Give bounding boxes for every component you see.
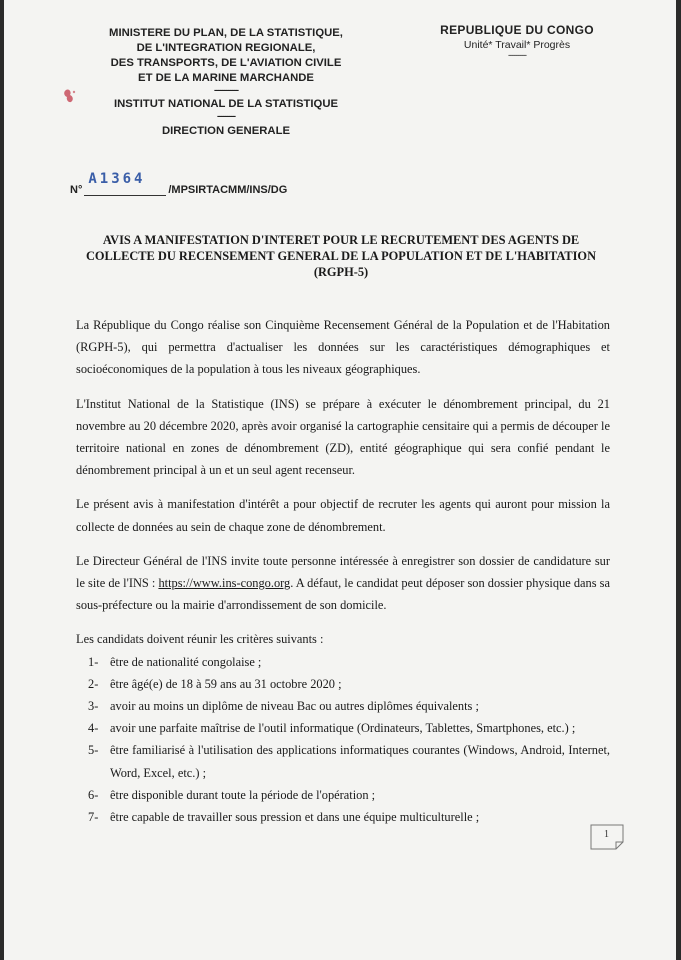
ministry-line-1: MINISTERE DU PLAN, DE LA STATISTIQUE, xyxy=(109,27,343,39)
document-page xyxy=(4,0,676,960)
paragraph-context: La République du Congo réalise son Cinquième Recensement Général de la Population et de l'Habitation (RGPH-5), qui permettra d'actualiser les données sur les caractéristiques démographiques et socioéconomiques de la population à tous les niveaux géographiques. xyxy=(76,318,610,377)
criteria-text: être âgé(e) de 18 à 59 ans au 31 octobre 2020 ; xyxy=(110,676,342,691)
ministry-line-3: DES TRANSPORTS, DE L'AVIATION CIVILE xyxy=(110,57,342,69)
criteria-item xyxy=(76,673,610,695)
page-number: 1 xyxy=(604,829,609,840)
criteria-text: être disponible durant toute la période de l'opération ; xyxy=(110,787,376,802)
ministry-header xyxy=(92,26,360,139)
ministry-line-4: ET DE LA MARINE MARCHANDE xyxy=(138,72,314,84)
criteria-number: 3- xyxy=(88,699,99,714)
criteria-item xyxy=(76,739,610,783)
header-separator: --------- xyxy=(508,50,526,60)
title-line-3: (RGPH-5) xyxy=(313,265,369,279)
republic-motto: Unité* Travail* Progrès xyxy=(463,39,571,51)
republic-name: REPUBLIQUE DU CONGO xyxy=(440,23,594,37)
criteria-text: être de nationalité congolaise ; xyxy=(110,654,262,669)
handwritten-number: A1364 xyxy=(88,171,146,187)
criteria-item xyxy=(76,806,610,828)
criteria-item xyxy=(76,784,610,806)
header-separator: --------- xyxy=(217,111,235,121)
paragraph-application xyxy=(76,550,610,617)
criteria-number: 1- xyxy=(88,654,99,669)
header-separator: ------------ xyxy=(214,85,238,95)
criteria-number: 6- xyxy=(88,787,99,802)
application-text-after: . A défaut, le candidat peut déposer son dossier physique dans sa sous-préfecture ou la mairie d'arrondissement de son domicile. xyxy=(76,576,610,613)
notice-title xyxy=(76,232,606,280)
direction-name: DIRECTION GENERALE xyxy=(161,125,291,137)
ink-stain-mark xyxy=(60,86,80,106)
criteria-item xyxy=(76,717,610,739)
title-line-2: COLLECTE DU RECENSEMENT GENERAL DE LA POPULATION ET DE L'HABITATION xyxy=(85,249,597,263)
reference-prefix: N° xyxy=(70,184,83,196)
reference-number xyxy=(70,170,287,196)
criteria-text: être familiarisé à l'utilisation des applications informatiques courantes (Windows, Android, Internet, Word, Excel, etc.) ; xyxy=(110,743,610,780)
reference-blank xyxy=(84,171,166,196)
criteria-number: 5- xyxy=(88,743,99,758)
criteria-number: 4- xyxy=(88,721,99,736)
criteria-list xyxy=(76,651,610,829)
ins-website-link[interactable]: https://www.ins-congo.org xyxy=(158,576,291,591)
criteria-item xyxy=(76,651,610,673)
reference-suffix: /MPSIRTACMM/INS/DG xyxy=(168,184,288,196)
institute-name: INSTITUT NATIONAL DE LA STATISTIQUE xyxy=(113,98,339,110)
application-text-before: Le Directeur Général de l'INS invite toute personne intéressée à enregistrer son dossier de candidature sur le site de l'INS : xyxy=(76,553,610,591)
republic-header xyxy=(432,23,602,60)
title-line-1: AVIS A MANIFESTATION D'INTERET POUR LE RECRUTEMENT DES AGENTS DE xyxy=(102,233,580,247)
paragraph-objective: Le présent avis à manifestation d'intérêt a pour objectif de recruter les agents qui auront pour mission la collecte de données au sein de chaque zone de dénombrement. xyxy=(76,497,610,534)
criteria-number: 7- xyxy=(88,810,99,825)
criteria-item xyxy=(76,695,610,717)
criteria-number: 2- xyxy=(88,676,99,691)
notice-body xyxy=(76,314,610,828)
criteria-text: avoir une parfaite maîtrise de l'outil informatique (Ordinateurs, Tablettes, Smartphones, etc.) ; xyxy=(110,721,576,736)
ministry-line-2: DE L'INTEGRATION REGIONALE, xyxy=(136,42,316,54)
paragraph-enumeration: L'Institut National de la Statistique (INS) se prépare à exécuter le dénombrement principal, du 21 novembre au 20 décembre 2020, après avoir organisé la cartographie censitaire qui a permis de découper le territoire national en zones de dénombrement (ZD), entité géographique qui sera confié pendant le dénombrement principal à un et un seul agent recenseur. xyxy=(76,396,610,478)
criteria-text: avoir au moins un diplôme de niveau Bac ou autres diplômes équivalents ; xyxy=(110,699,479,714)
page-number-box xyxy=(590,824,624,850)
criteria-intro: Les candidats doivent réunir les critères suivants : xyxy=(76,632,324,647)
criteria-text: être capable de travailler sous pression et dans une équipe multiculturelle ; xyxy=(110,810,480,825)
